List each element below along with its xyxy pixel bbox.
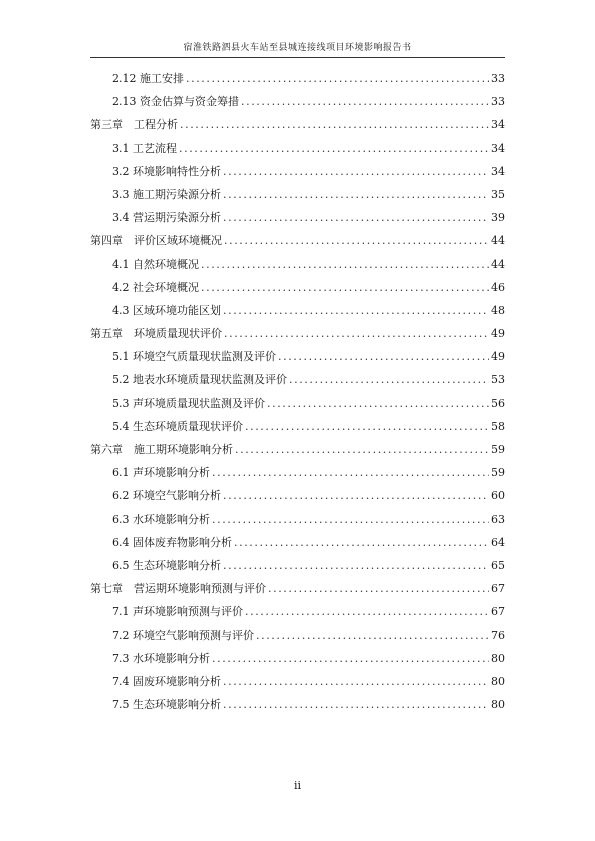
toc-entry-page: 59 [491, 443, 505, 456]
dot-leader [223, 489, 489, 503]
dot-leader [212, 466, 489, 480]
dot-leader [223, 559, 489, 573]
dot-leader [223, 698, 489, 712]
toc-entry-page: 80 [491, 651, 505, 665]
dot-leader [180, 118, 489, 132]
toc-section-entry[interactable] [112, 373, 505, 396]
toc-entry-page: 44 [491, 257, 505, 271]
toc-entry-page: 80 [491, 674, 505, 688]
toc-entry-page: 80 [491, 698, 505, 712]
dot-leader [289, 373, 489, 387]
dot-leader [256, 629, 489, 643]
dot-leader [212, 513, 489, 527]
toc-section-entry[interactable] [112, 72, 505, 95]
toc-chapter-entry[interactable] [90, 582, 505, 605]
toc-entry-page: 34 [491, 141, 505, 155]
toc-section-entry[interactable] [112, 559, 505, 582]
toc-entry-title: 5.2 地表水环境质量现状监测及评价 [112, 373, 287, 387]
toc-entry-title: 5.1 环境空气质量现状监测及评价 [112, 350, 276, 364]
dot-leader [223, 211, 489, 225]
toc-section-entry[interactable] [112, 652, 505, 675]
toc-entry-title: 2.12 施工安排 [112, 72, 184, 85]
toc-section-entry[interactable] [112, 698, 505, 721]
toc-entry-page: 33 [491, 95, 505, 109]
toc-entry-page: 56 [491, 396, 505, 410]
toc-section-entry[interactable] [112, 281, 505, 304]
dot-leader [278, 350, 489, 364]
toc-entry-page: 39 [491, 211, 505, 225]
toc-entry-title: 3.4 营运期污染源分析 [112, 211, 221, 225]
running-header: 宿淮铁路泗县火车站至县城连接线项目环境影响报告书 [90, 40, 505, 58]
toc-section-entry[interactable] [112, 605, 505, 628]
toc-entry-page: 33 [491, 72, 505, 85]
toc-entry-page: 58 [491, 419, 505, 433]
toc-entry-page: 60 [491, 489, 505, 503]
toc-entry-page: 49 [491, 350, 505, 364]
toc-entry-title: 5.3 声环境质量现状监测及评价 [112, 396, 265, 410]
toc-section-entry[interactable] [112, 629, 505, 652]
toc-entry-page: 34 [491, 118, 505, 132]
dot-leader [212, 652, 489, 666]
toc-entry-page: 67 [491, 605, 505, 619]
toc-section-entry[interactable] [112, 165, 505, 188]
toc-chapter-entry[interactable] [90, 234, 505, 257]
toc-entry-page: 64 [491, 535, 505, 549]
toc-entry-title: 6.4 固体废弃物影响分析 [112, 535, 232, 549]
dot-leader [223, 188, 489, 202]
toc-entry-page: 65 [491, 558, 505, 572]
dot-leader [201, 281, 489, 295]
toc-entry-title: 6.1 声环境影响分析 [112, 466, 210, 480]
toc-chapter-entry[interactable] [90, 443, 505, 466]
toc-entry-title: 第六章 施工期环境影响分析 [90, 443, 233, 456]
toc-section-entry[interactable] [112, 675, 505, 698]
dot-leader [186, 72, 489, 86]
toc-entry-page: 76 [491, 628, 505, 642]
dot-leader [268, 582, 489, 596]
toc-entry-title: 7.4 固废环境影响分析 [112, 674, 221, 688]
toc-entry-title: 第五章 环境质量现状评价 [90, 327, 222, 341]
toc-entry-title: 6.5 生态环境影响分析 [112, 558, 221, 572]
toc-entry-title: 第三章 工程分析 [90, 118, 178, 132]
toc-section-entry[interactable] [112, 304, 505, 327]
dot-leader [223, 675, 489, 689]
dot-leader [224, 327, 489, 341]
toc-section-entry[interactable] [112, 211, 505, 234]
dot-leader [241, 95, 489, 109]
dot-leader [245, 605, 489, 619]
toc-entry-title: 7.2 环境空气影响预测与评价 [112, 628, 254, 642]
toc-chapter-entry[interactable] [90, 327, 505, 350]
toc-entry-title: 6.2 环境空气影响分析 [112, 489, 221, 503]
dot-leader [234, 536, 489, 550]
dot-leader [223, 304, 489, 318]
toc-entry-title: 3.2 环境影响特性分析 [112, 164, 221, 178]
toc-entry-title: 5.4 生态环境质量现状评价 [112, 419, 243, 433]
toc-entry-page: 46 [491, 280, 505, 294]
dot-leader [245, 420, 489, 434]
toc-section-entry[interactable] [112, 258, 505, 281]
toc-entry-title: 2.13 资金估算与资金筹措 [112, 95, 239, 109]
toc-entry-title: 3.3 施工期污染源分析 [112, 187, 221, 201]
toc-section-entry[interactable] [112, 350, 505, 373]
toc-entry-title: 第四章 评价区域环境概况 [90, 234, 222, 248]
toc-chapter-entry[interactable] [90, 118, 505, 141]
toc-entry-title: 3.1 工艺流程 [112, 141, 177, 155]
toc-entry-title: 4.1 自然环境概况 [112, 257, 199, 271]
dot-leader [267, 397, 489, 411]
toc-section-entry[interactable] [112, 420, 505, 443]
toc-entry-page: 34 [491, 164, 505, 178]
page-number: ii [293, 779, 302, 792]
toc-entry-page: 49 [491, 327, 505, 341]
toc-entry-page: 63 [491, 512, 505, 526]
toc-section-entry[interactable] [112, 397, 505, 420]
toc-section-entry[interactable] [112, 536, 505, 559]
toc-entry-title: 7.5 生态环境影响分析 [112, 698, 221, 712]
toc-entry-title: 4.3 区域环境功能区划 [112, 303, 221, 317]
toc-section-entry[interactable] [112, 513, 505, 536]
toc-entry-title: 7.3 水环境影响分析 [112, 651, 210, 665]
dot-leader [201, 258, 489, 272]
toc-entry-page: 67 [491, 582, 505, 596]
toc-section-entry[interactable] [112, 95, 505, 118]
toc-section-entry[interactable] [112, 142, 505, 165]
toc-section-entry[interactable] [112, 188, 505, 211]
toc-entry-title: 第七章 营运期环境影响预测与评价 [90, 582, 266, 596]
dot-leader [224, 234, 489, 248]
toc-section-entry[interactable] [112, 489, 505, 512]
toc-entry-title: 6.3 水环境影响分析 [112, 512, 210, 526]
toc-entry-page: 53 [491, 373, 505, 387]
toc-section-entry[interactable] [112, 466, 505, 489]
toc-entry-page: 35 [491, 187, 505, 201]
toc-entry-page: 59 [491, 466, 505, 480]
dot-leader [235, 443, 489, 457]
dot-leader [223, 165, 489, 179]
toc-entry-page: 44 [491, 234, 505, 248]
dot-leader [179, 142, 489, 156]
table-of-contents [90, 72, 505, 721]
toc-entry-page: 48 [491, 303, 505, 317]
toc-entry-title: 4.2 社会环境概况 [112, 280, 199, 294]
toc-entry-title: 7.1 声环境影响预测与评价 [112, 605, 243, 619]
